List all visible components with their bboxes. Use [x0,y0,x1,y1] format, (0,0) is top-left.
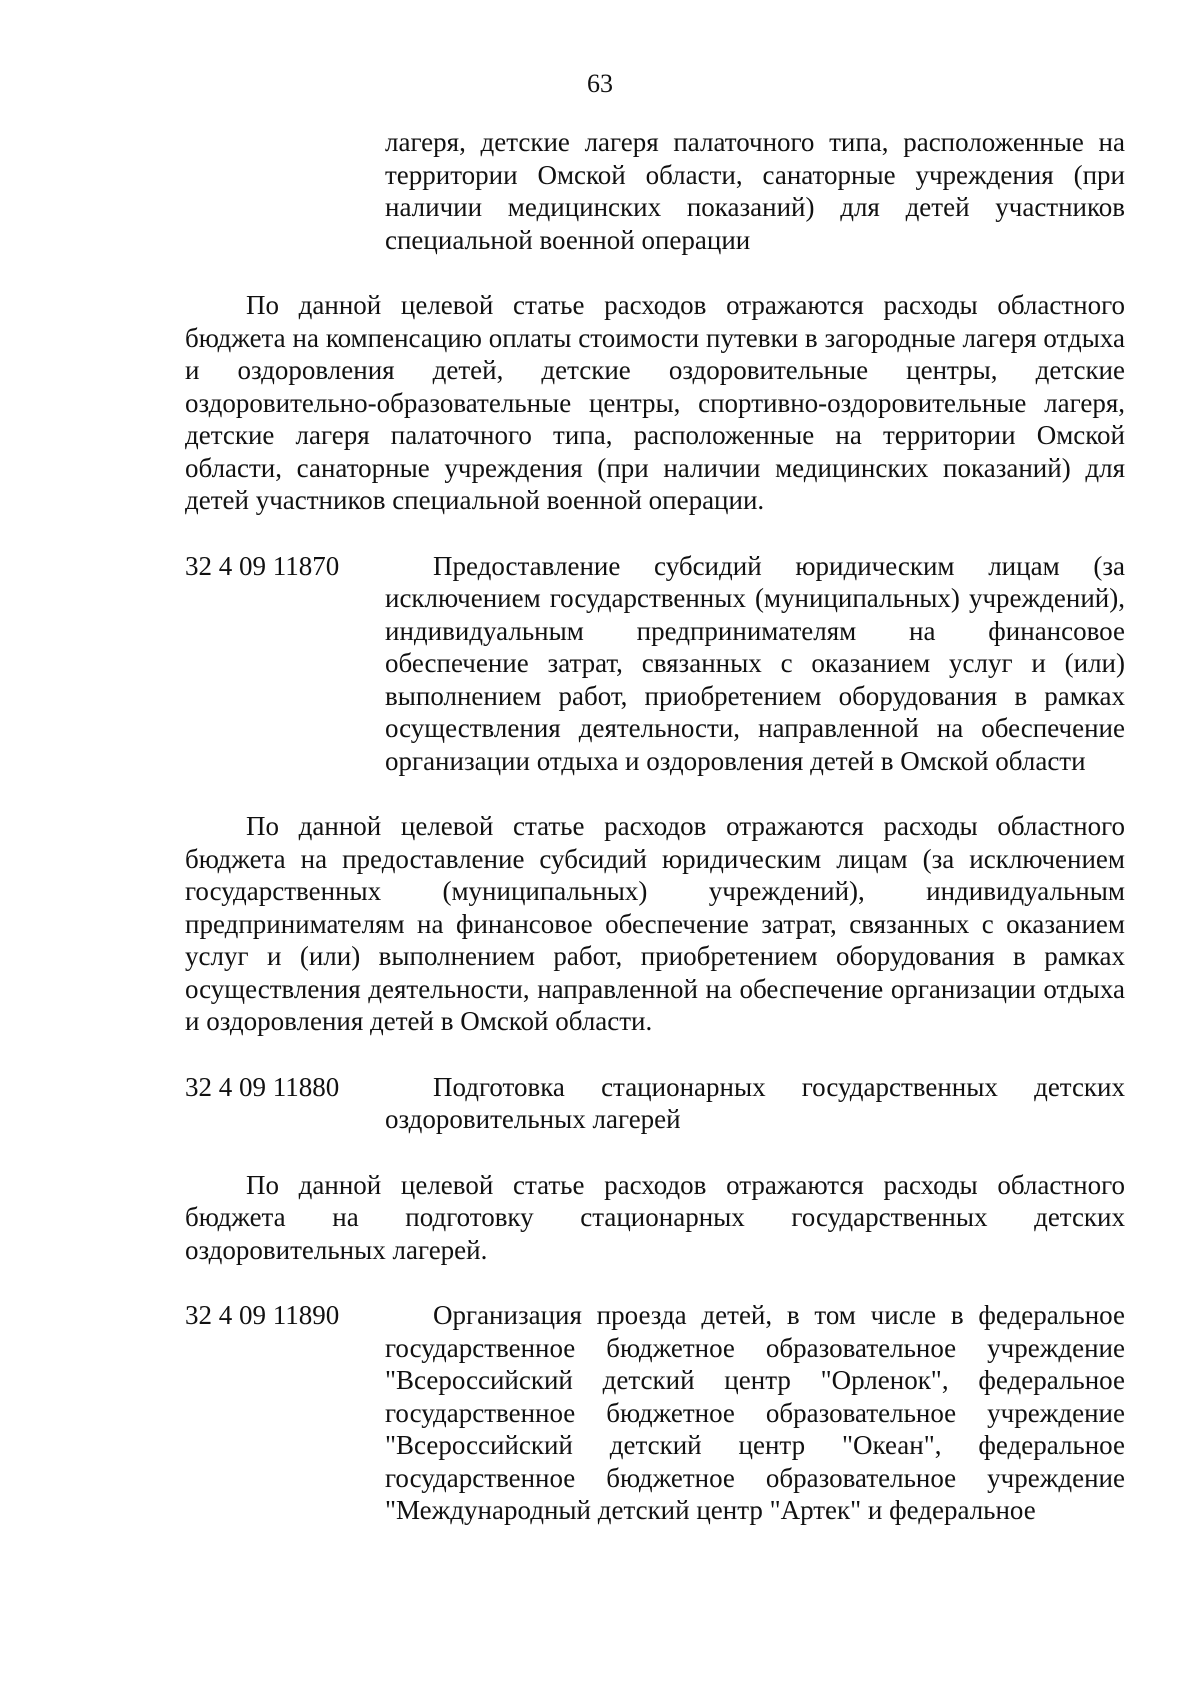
page-number: 63 [587,69,613,98]
entry-title: Предоставление субсидий юридическим лицам (за исключением государственных (муниципальных) учреждений), индивидуальным предпринимателям на финансовое обеспечение затрат, связанных с оказанием услуг и (или) выполнением работ, приобретением оборудования в рамках осуществления деятельности, направленной на обеспечение организации отдыха и оздоровления детей в Омской области [385,550,1125,776]
entry-title: Организация проезда детей, в том числе в федеральное государственное бюджетное образовательное учреждение "Всероссийский детский центр "Орленок", федеральное государственное бюджетное образовательное учреждение "Всероссийский детский центр "Океан", федеральное государственное бюджетное образовательное учреждение "Международный детский центр "Артек" и федеральное [385,1300,1125,1525]
entry-title: Подготовка стационарных государственных детских оздоровительных лагерей [385,1071,1125,1134]
entry-code: 32 4 09 11890 [185,1300,340,1330]
budget-entry-11890 [185,1299,1125,1527]
budget-entry-11880 [185,1071,1125,1136]
document-body [185,126,1125,1527]
entry-code: 32 4 09 11880 [185,1071,340,1102]
budget-entry-11870 [185,550,1125,778]
paragraph-3: По данной целевой статье расходов отражаются расходы областного бюджета на подготовку стационарных государственных детских оздоровительных лагерей. [185,1169,1125,1265]
continuation-text: лагеря, детские лагеря палаточного типа, расположенные на территории Омской области, санаторные учреждения (при наличии медицинских показаний) для детей участников специальной военной операции [385,127,1125,255]
paragraph-1: По данной целевой статье расходов отражаются расходы областного бюджета на компенсацию оплаты стоимости путевки в загородные лагеря отдыха и оздоровления детей, детские оздоровительные центры, детские оздоровительно-образовательные центры, спортивно-оздоровительные лагеря, детские лагеря палаточного типа, расположенные на территории Омской области, санаторные учреждения (при наличии медицинских показаний) для детей участников специальной военной операции. [185,290,1125,515]
entry-code: 32 4 09 11870 [185,550,340,581]
paragraph-2: По данной целевой статье расходов отражаются расходы областного бюджета на предоставление субсидий юридическим лицам (за исключением государственных (муниципальных) учреждений), индивидуальным предпринимателям на финансовое обеспечение затрат, связанных с оказанием услуг и (или) выполнением работ, приобретением оборудования в рамках осуществления деятельности, направленной на обеспечение организации отдыха и оздоровления детей в Омской области. [185,811,1125,1036]
